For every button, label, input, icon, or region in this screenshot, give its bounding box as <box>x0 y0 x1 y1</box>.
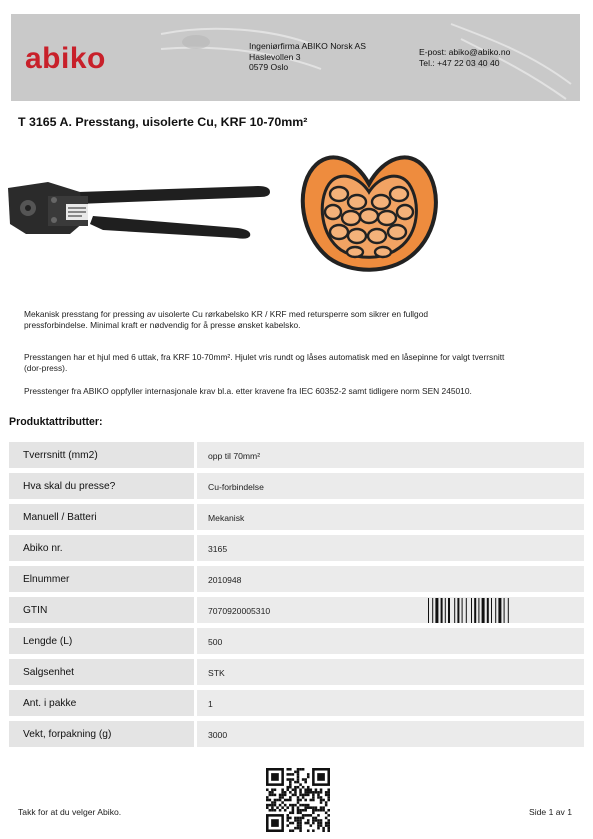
attribute-label: Tverrsnitt (mm2) <box>23 450 98 461</box>
gtin-barcode <box>427 598 521 623</box>
header-banner <box>11 14 580 101</box>
product-title: T 3165 A. Presstang, uisolerte Cu, KRF 10-70mm² <box>18 115 308 129</box>
email-link[interactable]: E-post: abiko@abiko.no <box>419 47 511 57</box>
attribute-value: 1 <box>208 699 213 709</box>
attribute-label: Elnummer <box>23 574 70 585</box>
street-address: Haslevollen 3 <box>249 51 301 62</box>
cable-cross-section-image <box>299 146 439 274</box>
table-row <box>9 628 584 654</box>
table-row <box>9 721 584 747</box>
attribute-label: Ant. i pakke <box>23 698 77 709</box>
description-paragraph-2: Presstangen har et hjul med 6 uttak, fra KRF 10-70mm². Hjulet vris rundt og låses automatisk med en låsepinne for valgt tverrsnitt (dor-press). <box>24 352 505 373</box>
description-paragraph-1: Mekanisk presstang for pressing av uisolerte Cu rørkabelsko KR / KRF med retursperre som sikrer en fullgod pressforbindelse. Minimal kraft er nødvendig for å presse ønsket kabelsko. <box>24 309 429 330</box>
qr-code[interactable] <box>266 768 330 832</box>
abiko-logo[interactable]: abiko <box>25 42 106 75</box>
attribute-value: 2010948 <box>208 575 242 585</box>
phone-number: Tel.: +47 22 03 40 40 <box>419 57 500 68</box>
attribute-value: 3000 <box>208 730 228 740</box>
table-row <box>9 535 584 561</box>
table-row <box>9 566 584 592</box>
table-row <box>9 597 584 623</box>
attribute-label: Lengde (L) <box>23 636 73 647</box>
attribute-label: Abiko nr. <box>23 543 63 554</box>
contact-info <box>419 47 510 68</box>
attribute-value: Mekanisk <box>208 513 245 523</box>
crimping-tool-image <box>8 178 274 240</box>
footer-thanks: Takk for at du velger Abiko. <box>18 807 122 817</box>
postal-address: 0579 Oslo <box>249 62 289 72</box>
attribute-label: Manuell / Batteri <box>23 512 97 523</box>
company-name: Ingeniørfirma ABIKO Norsk AS <box>249 41 367 51</box>
attribute-label: GTIN <box>23 605 48 616</box>
page-number: Side 1 av 1 <box>529 807 572 817</box>
attribute-value: Cu-forbindelse <box>208 482 264 492</box>
attribute-value: 7070920005310 <box>208 606 271 616</box>
attribute-value: opp til 70mm² <box>208 451 261 461</box>
attribute-label: Vekt, forpakning (g) <box>23 729 112 740</box>
company-address <box>249 41 366 73</box>
attributes-table <box>9 442 584 752</box>
description-paragraph-3: Presstenger fra ABIKO oppfyller internasjonale krav bl.a. etter kravene fra IEC 60352-2 samt tidligere norm SEN 245010. <box>24 386 472 396</box>
attributes-heading: Produktattributter: <box>9 416 103 428</box>
attribute-label: Salgsenhet <box>23 667 74 678</box>
table-row <box>9 659 584 685</box>
table-row <box>9 473 584 499</box>
table-row <box>9 690 584 716</box>
attribute-value: 3165 <box>208 544 228 554</box>
attribute-value: STK <box>208 668 225 678</box>
table-row <box>9 442 584 468</box>
attribute-value: 500 <box>208 637 223 647</box>
table-row <box>9 504 584 530</box>
attribute-label: Hva skal du presse? <box>23 481 116 492</box>
